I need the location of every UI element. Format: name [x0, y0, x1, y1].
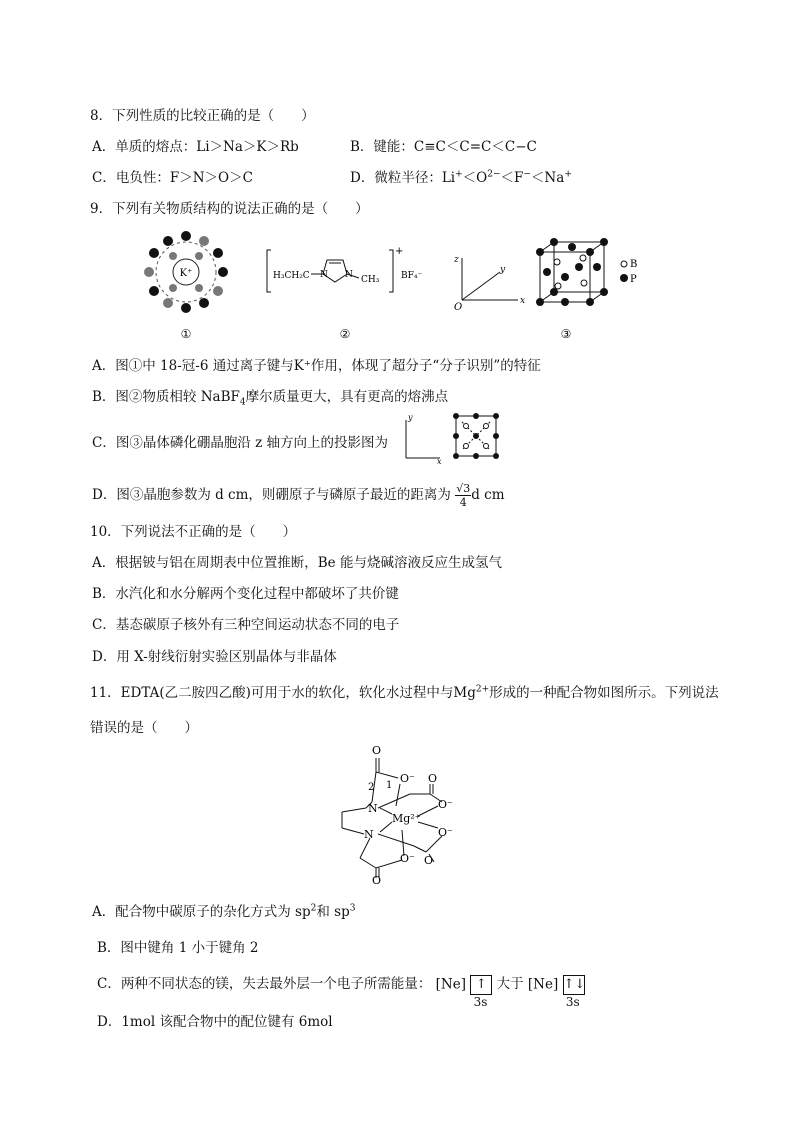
o-minus-label: O⁻: [438, 798, 453, 811]
angle-2-label: 2: [368, 782, 375, 793]
unit-cell: [536, 238, 608, 306]
mg-config-2: [527, 975, 586, 1009]
q11-stem-text: 11．EDTA(乙二胺四乙酸)可用于水的软化，软化水过程中与Mg: [90, 685, 476, 701]
edta-mg-complex-figure: [330, 740, 470, 886]
q9-stem: 9．下列有关物质结构的说法正确的是（ ）: [90, 201, 369, 217]
fig3-caption: ③: [560, 327, 572, 341]
charge-label: +: [395, 246, 404, 257]
o-label: O: [424, 854, 434, 867]
q11-option-d: D．1mol 该配合物中的配位键有 6mol: [97, 1014, 333, 1030]
axis-z-label: z: [454, 255, 459, 265]
o-label: O: [372, 744, 382, 757]
o-label: O: [372, 874, 382, 886]
mg-config-1: [435, 975, 493, 1009]
q8-option-a: A．单质的熔点：Li＞Na＞K＞Rb: [92, 139, 299, 155]
q9-option-c: C．图③晶体磷化硼晶胞沿 z 轴方向上的投影图为: [92, 435, 389, 451]
q11-c-text: 大于: [496, 976, 524, 992]
q8-d-sup: 2−: [487, 169, 501, 180]
angle-1-label: 1: [386, 780, 393, 791]
q10-option-a: A．根据铍与铝在周期表中位置推断，Be 能与烧碱溶液反应生成氢气: [92, 555, 502, 571]
q8-d-text: ＜F: [500, 170, 524, 186]
q8-stem: 8．下列性质的比较正确的是（ ）: [90, 108, 315, 124]
fig1-caption: ①: [180, 327, 192, 341]
q11-a-sup: 2: [310, 903, 317, 914]
axis-y-label: y: [500, 265, 506, 275]
q11-stem-line2: 错误的是（ ）: [90, 720, 198, 736]
q9-option-a: A．图①中 18-冠-6 通过离子键与K⁺作用，体现了超分子“分子识别”的特征: [92, 358, 541, 374]
q9-b-text: B．图②物质相较 NaBF: [92, 389, 240, 405]
q9-option-b: [92, 385, 448, 408]
proj-axis-x: x: [437, 457, 442, 466]
crown-ether-figure: [138, 230, 238, 342]
q8-d-text: D．微粒半径：Li: [350, 170, 456, 186]
q11-option-b: B．图中键角 1 小于键角 2: [97, 940, 259, 956]
q8-d-sup: +: [564, 169, 572, 180]
ethyl-label: H₃CH₂C: [273, 271, 310, 281]
n-label: N: [368, 802, 378, 815]
q11-a-text: 和 sp: [316, 904, 350, 920]
q9-b-sub: 4: [239, 397, 246, 408]
q10-option-c: C．基态碳原子核外有三种空间运动状态不同的电子: [92, 617, 400, 633]
ionic-liquid-figure: [265, 244, 425, 342]
projection-figure: [400, 410, 500, 466]
o-label: O: [428, 772, 438, 785]
orbital-box: ↑↓: [563, 975, 585, 995]
n-label: N: [345, 270, 353, 280]
q11-stem-sup: 2+: [475, 684, 490, 695]
q9-option-d: [92, 482, 505, 509]
q8-option-c: C．电负性：F＞N＞O＞C: [92, 170, 253, 186]
q11-stem-line1: [90, 681, 719, 701]
config-core: [Ne]: [527, 976, 559, 992]
legend-b-marker: [621, 261, 627, 267]
q8-d-sup: +: [455, 169, 463, 180]
fraction-denominator: 4: [459, 496, 467, 509]
proj-axis-y: y: [408, 413, 413, 422]
q8-d-text: ＜Na: [530, 170, 565, 186]
q11-option-c: [97, 972, 586, 1009]
methyl-label: CH₃: [361, 275, 380, 285]
origin-label: O: [454, 302, 463, 313]
q11-stem-text: 形成的一种配合物如图所示。下列说法: [489, 685, 719, 701]
q9-d-text: d cm: [471, 487, 505, 503]
q9-b-text: 摩尔质量更大，具有更高的熔沸点: [245, 389, 449, 405]
q8-d-text: ＜O: [462, 170, 488, 186]
q11-c-text: C．两种不同状态的镁，失去最外层一个电子所需能量：: [97, 976, 432, 992]
q10-option-d: D．用 X-射线衍射实验区别晶体与非晶体: [92, 649, 337, 665]
q9-d-text: D．图③晶胞参数为 d cm，则硼原子与磷原子最近的距离为: [92, 487, 451, 503]
q11-a-sup: 3: [349, 903, 356, 914]
legend-b-label: B: [630, 259, 638, 270]
q8-option-b: B．键能：C≡C＜C=C＜C−C: [350, 139, 537, 155]
q11-a-text: A．配合物中碳原子的杂化方式为 sp: [92, 904, 311, 920]
bp-crystal-figure: [452, 236, 662, 342]
n-label: N: [364, 828, 374, 841]
legend-p-label: P: [630, 274, 637, 285]
sqrt3-over-4-fraction: [455, 482, 471, 509]
q10-option-b: B．水汽化和水分解两个变化过程中都破坏了共价键: [92, 586, 399, 602]
o-minus-label: O⁻: [400, 772, 415, 785]
q8-option-d: [350, 166, 572, 186]
o-minus-label: O⁻: [400, 852, 415, 865]
q8-d-sup: −: [523, 169, 531, 180]
orbital-label: 3s: [473, 994, 488, 1009]
config-core: [Ne]: [435, 976, 466, 992]
coordinate-axes: [453, 255, 525, 313]
axis-x-label: x: [520, 296, 526, 306]
fig2-caption: ②: [339, 327, 351, 341]
legend-p-marker: [620, 274, 628, 282]
n-label: N: [320, 270, 328, 280]
orbital-box: ↑: [470, 975, 492, 995]
q11-option-a: [92, 900, 355, 920]
q10-stem: 10．下列说法不正确的是（ ）: [90, 524, 297, 540]
o-minus-label: O⁻: [438, 826, 453, 839]
fraction-numerator: √3: [456, 482, 471, 495]
k-ion-label: K⁺: [179, 268, 193, 279]
orbital-label: 3s: [565, 994, 580, 1009]
mg-label: Mg²⁺: [392, 812, 421, 825]
anion-label: BF₄⁻: [401, 271, 423, 281]
